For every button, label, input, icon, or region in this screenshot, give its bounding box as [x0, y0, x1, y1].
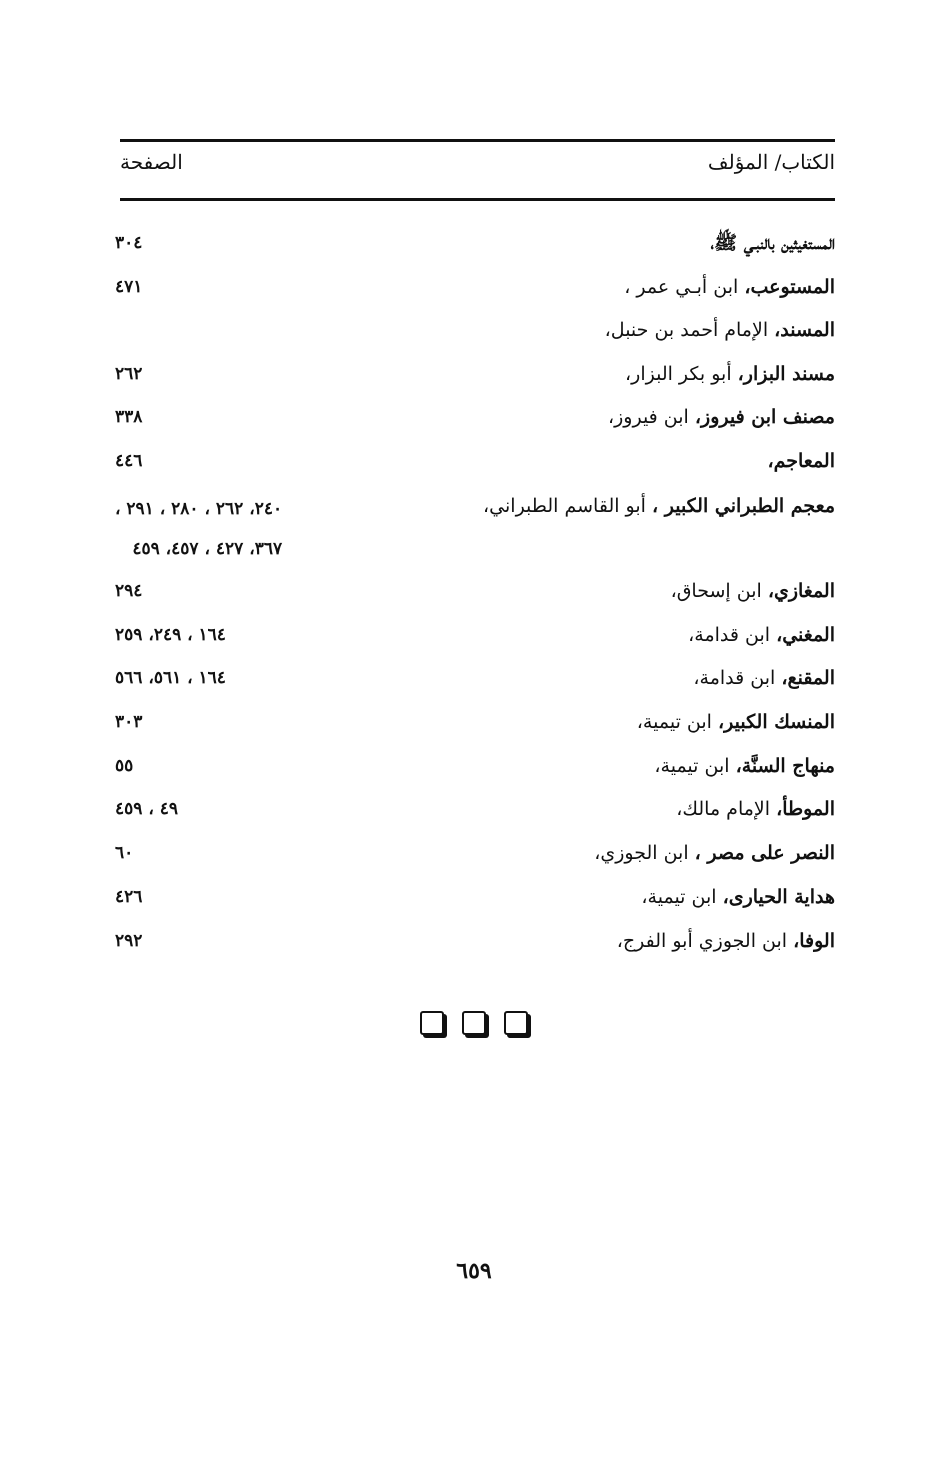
- entry-book: الموطأ،: [776, 798, 835, 820]
- entry-title: [693, 661, 835, 695]
- index-entry: [115, 313, 835, 349]
- entry-pages: [115, 792, 178, 826]
- column-header-page: الصفحة: [120, 150, 183, 174]
- entry-pages: [115, 924, 142, 958]
- entry-author: ابن تيمية،: [636, 711, 712, 733]
- entry-book: المسند،: [774, 319, 835, 341]
- entry-pages-line: ٣٠٤: [115, 233, 143, 253]
- entry-book: المغني،: [776, 624, 835, 646]
- entry-author: ابن قدامة،: [688, 624, 771, 646]
- entry-title: [617, 924, 835, 958]
- index-entry: [115, 226, 835, 262]
- entry-pages: [115, 705, 142, 739]
- entry-title: [711, 226, 835, 260]
- section-end-ornament: [420, 1011, 528, 1037]
- entry-pages: [115, 226, 142, 260]
- entry-book: المغازي،: [767, 580, 835, 602]
- entry-author: ابن تيمية،: [654, 755, 730, 777]
- index-entry: [115, 880, 835, 916]
- entry-title: [671, 574, 835, 608]
- entry-author: الإمام مالك،: [676, 798, 771, 820]
- entry-title: [594, 836, 835, 870]
- entry-author: ابن الجوزي أبو الفرج،: [616, 930, 788, 952]
- ornament-square-icon: [504, 1011, 528, 1035]
- entry-title: [625, 357, 835, 391]
- entry-pages-line: ٣٣٨: [115, 407, 143, 427]
- entry-book: منهاج السنَّة،: [735, 755, 835, 777]
- entry-book: المستغيثين بالنبـي ﷺ،: [710, 232, 835, 254]
- entry-book: المعاجم،: [767, 450, 835, 472]
- entry-pages-line: ٢٩٤: [115, 581, 143, 601]
- entry-pages-line: ٥٥: [115, 756, 134, 776]
- entry-author: ابن فيروز،: [607, 406, 689, 428]
- table-header: [120, 150, 835, 184]
- entry-pages-line: ١٦٤ ، ٢٤٩، ٢٥٩: [115, 625, 226, 645]
- entry-title: [637, 705, 835, 739]
- index-entry: [115, 749, 835, 785]
- entry-book: معجم الطبراني الكبير ،: [651, 495, 835, 517]
- entry-author: ابن الجوزي،: [594, 842, 689, 864]
- entry-pages: [115, 836, 133, 870]
- entry-author: أبو القاسم الطبراني،: [483, 495, 646, 517]
- index-entry: [115, 924, 835, 960]
- index-entry: [115, 792, 835, 828]
- entry-pages: [115, 444, 142, 478]
- entry-pages-line: ٤٧١: [115, 277, 143, 297]
- entry-book: مسند البزار،: [737, 363, 835, 385]
- header-bottom-rule: [120, 198, 835, 201]
- index-entry: [115, 705, 835, 741]
- entry-title: [688, 618, 835, 652]
- entry-title: [676, 792, 835, 826]
- header-top-rule: [120, 139, 835, 142]
- index-entry: [115, 574, 835, 610]
- entry-pages-line: ٢٤٠، ٢٦٢ ، ٢٨٠ ، ٢٩١ ،: [115, 499, 283, 519]
- column-header-book-author: الكتاب/ المؤلف: [707, 150, 835, 174]
- index-entry: [115, 489, 835, 569]
- entry-author: ابن تيمية،: [641, 886, 717, 908]
- entry-book: النصر على مصر ،: [694, 842, 835, 864]
- entry-pages: [115, 574, 142, 608]
- entry-author: الإمام أحمد بن حنبل،: [604, 319, 769, 341]
- ornament-square-icon: [420, 1011, 444, 1035]
- index-entry: [115, 270, 835, 306]
- entry-pages: [115, 400, 142, 434]
- entry-pages: [115, 661, 226, 695]
- entry-pages-line: ٤٩ ، ٤٥٩: [115, 799, 178, 819]
- entry-title: [641, 880, 835, 914]
- entry-pages: [115, 880, 142, 914]
- entry-title: [608, 400, 835, 434]
- index-entry: [115, 400, 835, 436]
- index-entry: [115, 836, 835, 872]
- entry-book: المستوعب،: [744, 276, 835, 298]
- entry-title: [605, 313, 835, 347]
- entry-pages: [115, 357, 142, 391]
- entry-book: المنسك الكبير،: [717, 711, 835, 733]
- entry-book: المقنع،: [781, 667, 835, 689]
- entry-pages-line: ١٦٤ ، ٥٦١، ٥٦٦: [115, 668, 226, 688]
- entry-author: ابن أبـي عمر ،: [624, 276, 739, 298]
- entry-pages: [115, 270, 142, 304]
- entry-pages: [115, 618, 226, 652]
- index-entry: [115, 444, 835, 480]
- entry-author: أبو بكر البزار،: [625, 363, 732, 385]
- index-entry: [115, 618, 835, 654]
- index-entry: [115, 357, 835, 393]
- entry-pages-line: ٢٩٢: [115, 931, 143, 951]
- entry-pages-line: ٤٤٦: [115, 451, 143, 471]
- ornament-square-icon: [462, 1011, 486, 1035]
- entry-pages-line: ٤٢٦: [115, 887, 143, 907]
- entry-title: [624, 270, 835, 304]
- entry-title: [767, 444, 835, 478]
- entry-author: ابن قدامة،: [693, 667, 776, 689]
- entry-pages: [115, 749, 133, 783]
- entry-author: ابن إسحاق،: [670, 580, 762, 602]
- entry-pages-line: ٣٠٣: [115, 712, 143, 732]
- entry-pages-line: ٢٦٢: [115, 364, 143, 384]
- entry-pages-line: ٣٦٧، ٤٢٧ ، ٤٥٧، ٤٥٩: [132, 539, 283, 559]
- entry-pages-line: ٦٠: [115, 843, 134, 863]
- page-number: ٦٥٩: [456, 1258, 492, 1284]
- entry-book: الوفا،: [793, 930, 835, 952]
- entry-title: [654, 749, 835, 783]
- entry-book: مصنف ابن فيروز،: [694, 406, 835, 428]
- index-entry: [115, 661, 835, 697]
- entry-title: [483, 489, 835, 523]
- entry-pages: [115, 489, 282, 569]
- entry-book: هداية الحيارى،: [722, 886, 835, 908]
